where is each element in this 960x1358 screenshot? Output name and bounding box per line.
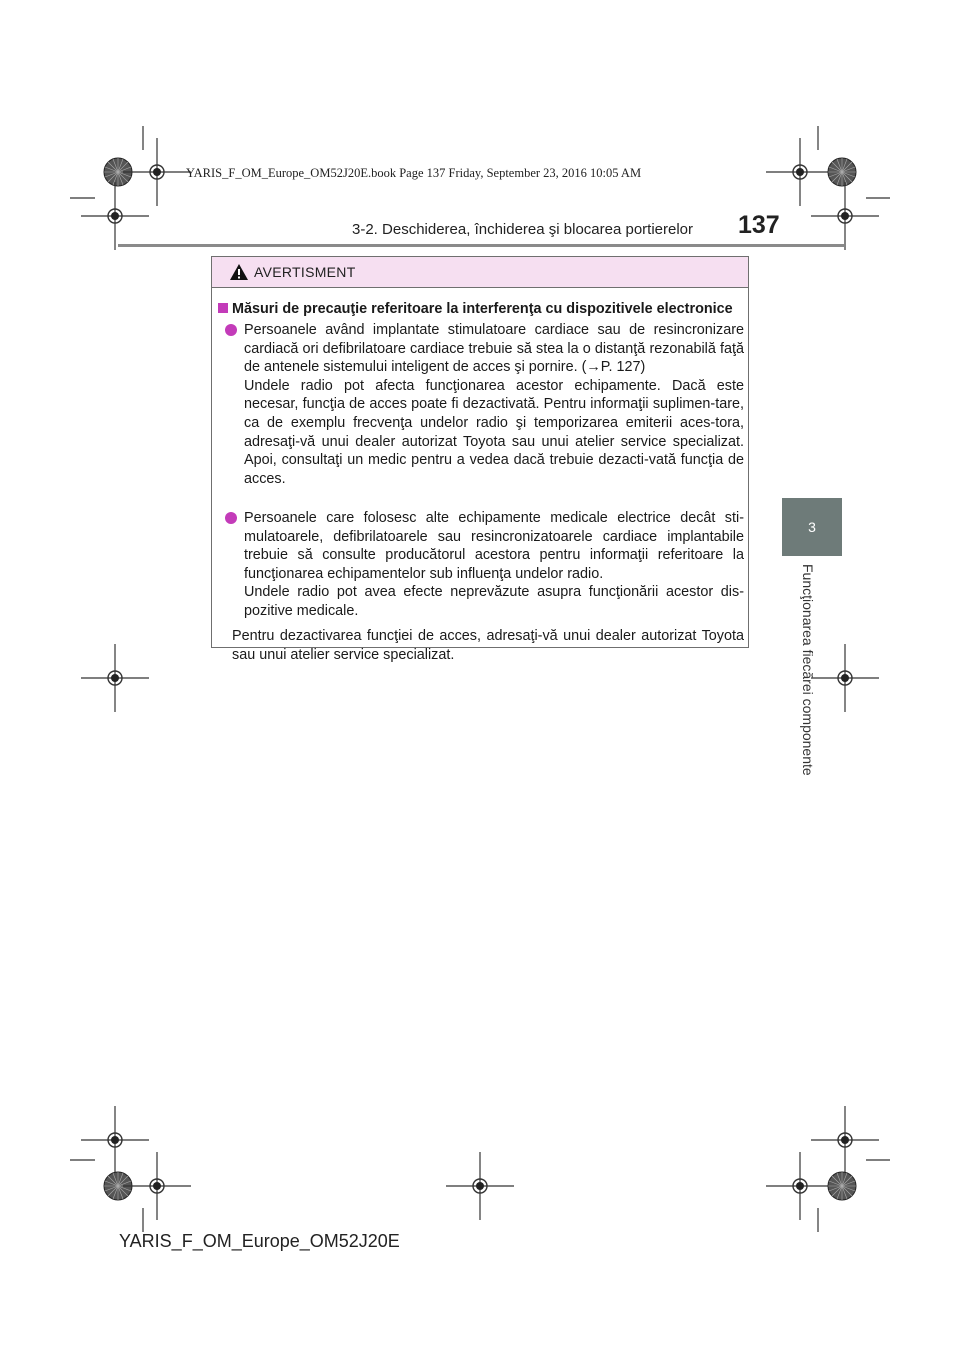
chapter-title: Funcţionarea fiecărei componente — [800, 564, 816, 776]
round-bullet-icon — [225, 509, 239, 523]
warning-subheading: Măsuri de precauţie referitoare la interferenţa cu dispozitivele electronice — [218, 300, 733, 319]
document-code: YARIS_F_OM_Europe_OM52J20E — [119, 1231, 400, 1251]
bullet-1-paragraph-2: Undele radio pot afecta funcţionarea acestor echipamente. Dacă este necesar, funcţia de acces poate fi dezactivată. Pentru informaţii suplimen-tare, ca de exemplu frecvenţa undelor radio şi temporizarea emiterii aces-tora, adresaţi-vă unui dealer autorizat Toyota sau unui atelier service specializat. Apoi, consultaţi un medic pentru a vedea dacă trebuie dezacti-vată funcţia de acces. — [244, 377, 744, 487]
bullet-item-1 — [244, 321, 744, 488]
bullet-item-2 — [244, 509, 744, 621]
bullet-2-paragraph-2: Undele radio pot avea efecte neprevăzute asupra funcţionării acestor dis-pozitive medicale. — [244, 584, 744, 619]
bullet-1-paragraph-1: Persoanele având implantate stimulatoare cardiace sau de resincronizare cardiacă ori defibrilatoare cardiace trebuie să stea la o distanţă rezonabilă faţă de antenele sistemului inteligent de acces şi pornire. (→P. 127) — [244, 322, 744, 376]
chapter-number: 3 — [808, 519, 816, 535]
closing-paragraph: Pentru dezactivarea funcţiei de acces, adresaţi-vă unui dealer autorizat Toyota sau unui atelier service specializat. — [232, 628, 744, 663]
round-bullet-icon — [225, 321, 239, 335]
square-bullet-icon — [218, 303, 228, 313]
warning-box — [211, 256, 749, 663]
section-title: 3-2. Deschiderea, închiderea şi blocarea portierelor — [352, 221, 694, 238]
print-info: YARIS_F_OM_Europe_OM52J20E.book Page 137 Friday, September 23, 2016 10:05 AM — [186, 166, 642, 180]
warning-header — [212, 257, 748, 288]
warning-title: AVERTISMENT — [254, 264, 356, 280]
page-number: 137 — [738, 211, 780, 239]
header-rule — [118, 244, 844, 247]
bullet-2-paragraph-1: Persoanele care folosesc alte echipamente medicale electrice decât sti-mulatoarele, defibrilatoarele sau resincronizatoarele cardiace implantabile trebuie să consulte producătorul acestora pentru informaţii referitoare la funcţionarea echipamentelor sub influenţa undelor radio. — [244, 510, 744, 582]
warning-triangle-icon — [229, 263, 249, 281]
